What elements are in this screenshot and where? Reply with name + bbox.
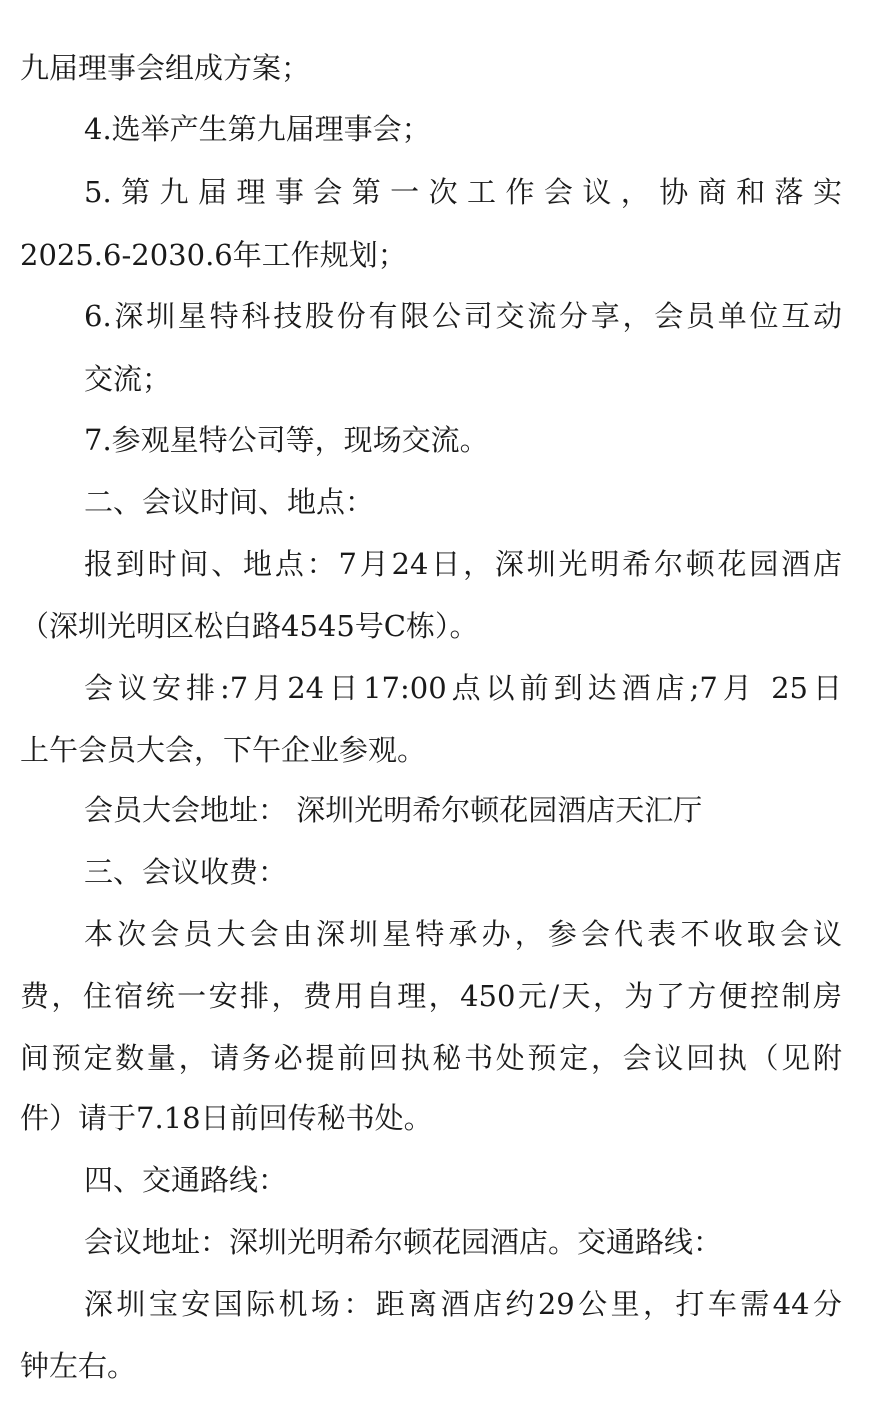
text-line-10: （深圳光明区松白路4545号C栋）。 bbox=[20, 609, 479, 643]
text-line-2: 4.选举产生第九届理事会； bbox=[84, 112, 431, 146]
text-line-6: 交流； bbox=[84, 362, 172, 396]
text-line-16: 费，住宿统一安排，费用自理，450元/天，为了方便控制房 bbox=[20, 979, 842, 1013]
text-line-3: 5.第九届理事会第一次工作会议，协商和落实 bbox=[84, 175, 842, 209]
section-heading-fees: 三、会议收费： bbox=[84, 855, 288, 889]
text-line-17: 间预定数量，请务必提前回执秘书处预定，会议回执（见附 bbox=[20, 1041, 842, 1075]
text-line-15: 本次会员大会由深圳星特承办，参会代表不收取会议 bbox=[84, 917, 842, 951]
text-line-4: 2025.6-2030.6年工作规划； bbox=[20, 238, 407, 272]
section-heading-time-place: 二、会议时间、地点： bbox=[84, 485, 375, 519]
section-heading-transport: 四、交通路线： bbox=[84, 1163, 288, 1197]
text-line-20: 会议地址：深圳光明希尔顿花园酒店。交通路线： bbox=[84, 1225, 723, 1259]
text-line-13: 会员大会地址： 深圳光明希尔顿花园酒店天汇厅 bbox=[84, 793, 703, 827]
text-line-21: 深圳宝安国际机场：距离酒店约29公里，打车需44分 bbox=[84, 1287, 842, 1321]
text-line-18: 件）请于7.18日前回传秘书处。 bbox=[20, 1101, 433, 1135]
text-line-11: 会议安排:7月24日17:00点以前到达酒店;7月 25日 bbox=[84, 671, 842, 705]
text-line-5: 6.深圳星特科技股份有限公司交流分享，会员单位互动 bbox=[84, 299, 842, 333]
text-line-12: 上午会员大会，下午企业参观。 bbox=[20, 733, 427, 767]
text-line-22: 钟左右。 bbox=[20, 1349, 137, 1383]
text-line-9: 报到时间、地点：7月24日，深圳光明希尔顿花园酒店 bbox=[84, 547, 842, 581]
text-line-1: 九届理事会组成方案； bbox=[20, 51, 311, 85]
text-line-7: 7.参观星特公司等，现场交流。 bbox=[84, 423, 489, 457]
